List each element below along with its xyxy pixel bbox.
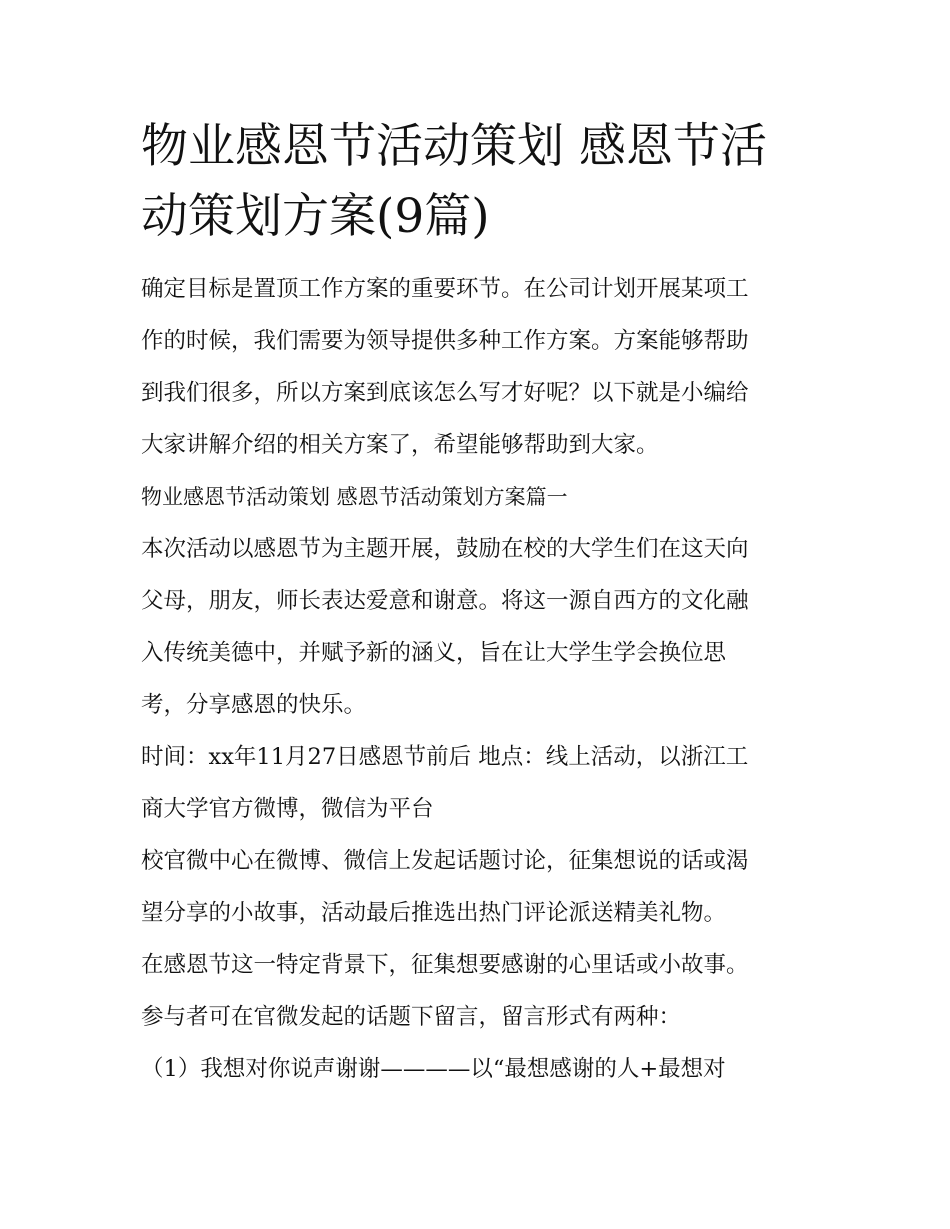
text-line: 作的时候，我们需要为领导提供多种工作方案。方案能够帮助	[141, 328, 749, 354]
intro-paragraph	[141, 263, 813, 471]
text-line: 校官微中心在微博、微信上发起话题讨论，征集想说的话或渴	[141, 848, 749, 874]
title-line: 物业感恩节活动策划 感恩节活	[141, 119, 767, 174]
text-line: 大家讲解介绍的相关方案了，希望能够帮助到大家。	[141, 432, 659, 458]
text-line: 入传统美德中，并赋予新的涵义，旨在让大学生学会换位思	[141, 640, 727, 666]
text-line: 在感恩节这一特定背景下，征集想要感谢的心里话或小故事。	[141, 952, 749, 978]
document-title	[141, 112, 813, 252]
text-line: 确定目标是置顶工作方案的重要环节。在公司计划开展某项工	[141, 276, 749, 302]
title-line: 动策划方案(9篇)	[141, 189, 490, 244]
text-line: 望分享的小故事，活动最后推选出热门评论派送精美礼物。	[141, 900, 727, 926]
text-line: 商大学官方微博，微信为平台	[141, 796, 434, 822]
text-line: 时间：xx年11月27日感恩节前后 地点：线上活动，以浙江工	[141, 744, 749, 770]
text-line: 考，分享感恩的快乐。	[141, 692, 367, 718]
body-text	[141, 523, 813, 1095]
text-line: 参与者可在官微发起的话题下留言，留言形式有两种：	[141, 1004, 682, 1030]
section-heading: 物业感恩节活动策划 感恩节活动策划方案篇一	[141, 485, 568, 509]
text-line: 本次活动以感恩节为主题开展，鼓励在校的大学生们在这天向	[141, 536, 749, 562]
text-line: 到我们很多，所以方案到底该怎么写才好呢？以下就是小编给	[141, 380, 749, 406]
text-line: 父母，朋友，师长表达爱意和谢意。将这一源自西方的文化融	[141, 588, 749, 614]
text-line: （1）我想对你说声谢谢————以“最想感谢的人+最想对	[141, 1056, 726, 1082]
document-page	[141, 112, 813, 1095]
